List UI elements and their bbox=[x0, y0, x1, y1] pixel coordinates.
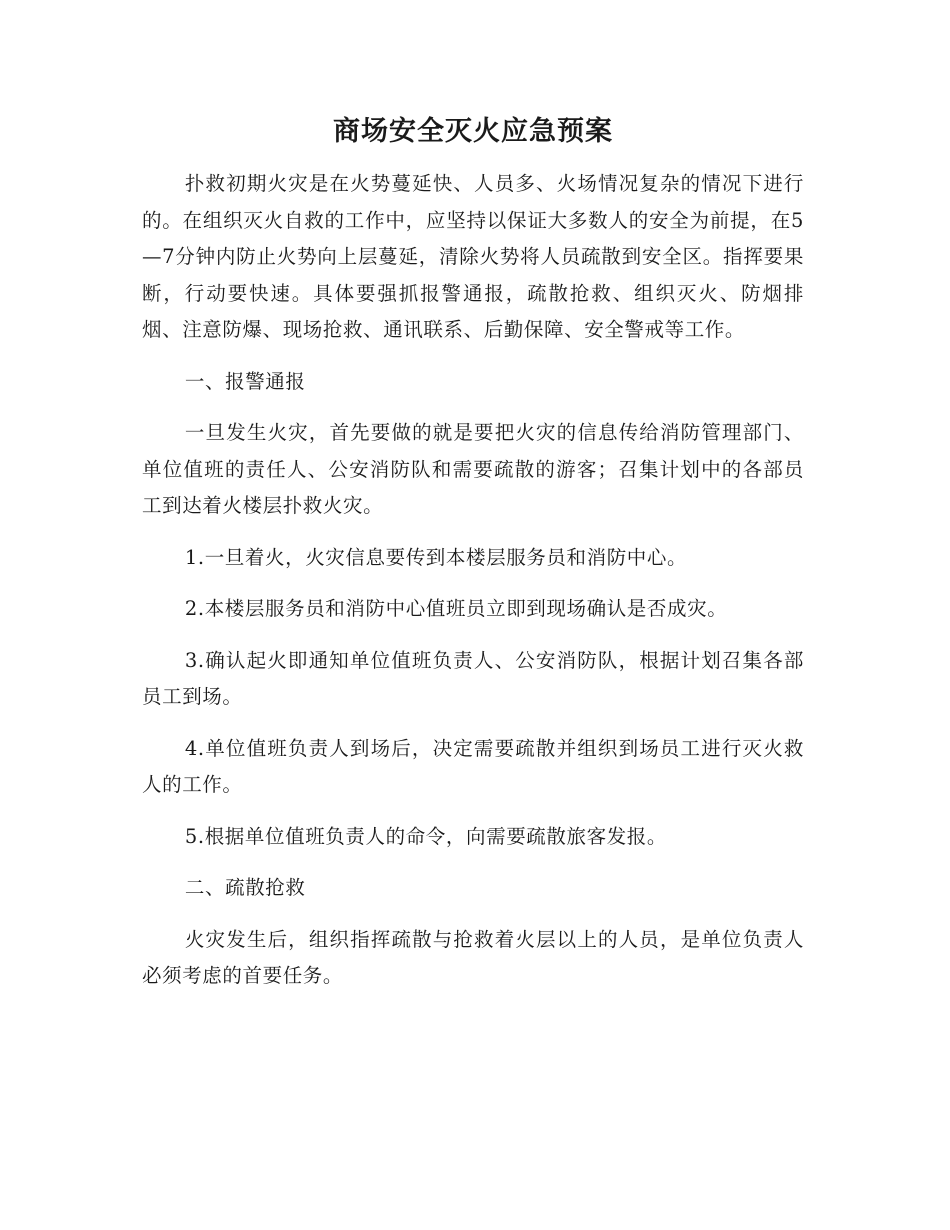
list-item-2: 2.本楼层服务员和消防中心值班员立即到现场确认是否成灾。 bbox=[184, 597, 728, 620]
section-heading-evacuation: 二、疏散抢救 bbox=[184, 876, 306, 899]
document-title: 商场安全灭火应急预案 bbox=[333, 116, 613, 147]
document-page bbox=[142, 112, 804, 1010]
alarm-paragraph: 一旦发生火灾，首先要做的就是要把火灾的信息传给消防管理部门、单位值班的责任人、公安消防队和需要疏散的游客；召集计划中的各部员工到达着火楼层扑救火灾。 bbox=[142, 421, 804, 517]
list-item-5: 5.根据单位值班负责人的命令，向需要疏散旅客发报。 bbox=[184, 824, 667, 848]
intro-paragraph: 扑救初期火灾是在火势蔓延快、人员多、火场情况复杂的情况下进行的。在组织灭火自救的工作中，应坚持以保证大多数人的安全为前提，在5—7分钟内防止火势向上层蔓延，清除火势将人员疏散到安全区。指挥要果断，行动要快速。具体要强抓报警通报，疏散抢救、组织灭火、防烟排烟、注意防爆、现场抢救、通讯联系、后勤保障、安全警戒等工作。 bbox=[142, 172, 804, 341]
list-item-3: 3.确认起火即通知单位值班负责人、公安消防队，根据计划召集各部员工到场。 bbox=[142, 648, 804, 708]
list-item-1: 1.一旦着火，火灾信息要传到本楼层服务员和消防中心。 bbox=[184, 545, 688, 569]
section-heading-alarm: 一、报警通报 bbox=[184, 369, 306, 393]
list-item-4: 4.单位值班负责人到场后，决定需要疏散并组织到场员工进行灭火救人的工作。 bbox=[142, 736, 804, 796]
evacuation-paragraph: 火灾发生后，组织指挥疏散与抢救着火层以上的人员，是单位负责人必须考虑的首要任务。 bbox=[142, 927, 804, 987]
